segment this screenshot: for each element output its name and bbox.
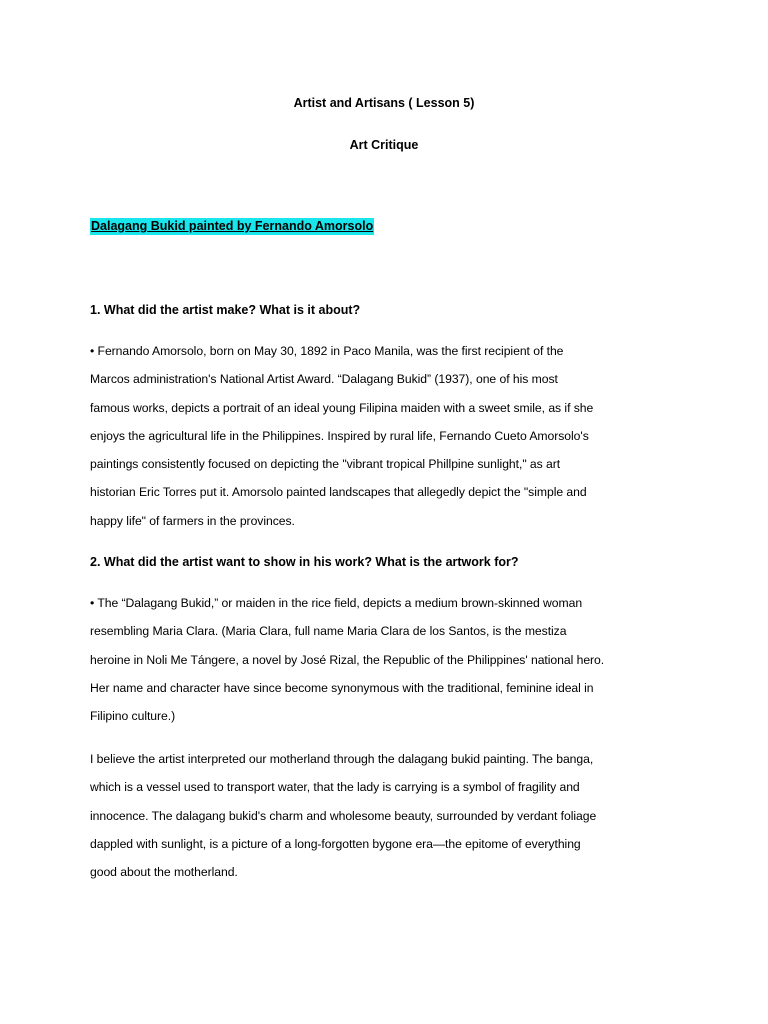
answer-2-paragraph	[90, 589, 690, 730]
paragraph-line: Marcos administration's National Artist Award. “Dalagang Bukid” (1937), one of his most	[90, 372, 558, 387]
question-2: 2. What did the artist want to show in his work? What is the artwork for?	[90, 555, 519, 569]
document-subtitle: Art Critique	[349, 138, 419, 152]
paragraph-line: innocence. The dalagang bukid's charm and wholesome beauty, surrounded by verdant foliage	[90, 808, 597, 823]
paragraph-line: • Fernando Amorsolo, born on May 30, 1892 in Paco Manila, was the first recipient of the	[90, 344, 564, 358]
answer-1-paragraph	[90, 337, 690, 535]
paragraph-line: dappled with sunlight, is a picture of a long-forgotten bygone era—the epitome of everything	[90, 836, 581, 851]
highlighted-heading: Dalagang Bukid painted by Fernando Amorsolo	[91, 219, 374, 233]
paragraph-line: good about the motherland.	[90, 865, 238, 880]
paragraph-line: historian Eric Torres put it. Amorsolo painted landscapes that allegedly depict the "simple and	[90, 485, 587, 500]
paragraph-line: heroine in Noli Me Tángere, a novel by José Rizal, the Republic of the Philippines' national hero.	[90, 652, 605, 667]
paragraph-line: resembling Maria Clara. (Maria Clara, full name Maria Clara de los Santos, is the mestiza	[90, 624, 567, 639]
paragraph-line: paintings consistently focused on depicting the "vibrant tropical Phillpine sunlight," as art	[90, 457, 561, 472]
paragraph-line: which is a vessel used to transport water, that the lady is carrying is a symbol of fragility and	[90, 780, 580, 795]
paragraph-line: Her name and character have since become synonymous with the traditional, feminine ideal in	[90, 680, 594, 695]
paragraph-line: • The “Dalagang Bukid,” or maiden in the rice field, depicts a medium brown-skinned woman	[90, 596, 583, 610]
document-title: Artist and Artisans ( Lesson 5)	[293, 96, 475, 110]
paragraph-line: famous works, depicts a portrait of an ideal young Filipina maiden with a sweet smile, as if she	[90, 400, 594, 415]
question-1: 1. What did the artist make? What is it about?	[90, 303, 361, 317]
paragraph-line: I believe the artist interpreted our motherland through the dalagang bukid painting. The banga,	[90, 752, 594, 766]
paragraph-line: enjoys the agricultural life in the Philippines. Inspired by rural life, Fernando Cueto Amorsolo's	[90, 428, 589, 443]
paragraph-line: Filipino culture.)	[90, 709, 176, 724]
answer-3-paragraph	[90, 745, 690, 886]
paragraph-line: happy life" of farmers in the provinces.	[90, 513, 295, 528]
